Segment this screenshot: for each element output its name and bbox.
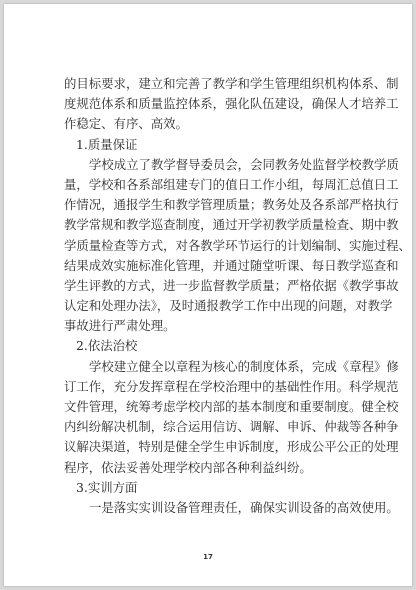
paragraph-line: 量，学校和各系部组建专门的值日工作小组，每周汇总值日工 <box>64 176 399 192</box>
section-heading-practical-training: 3.实训方面 <box>76 479 138 495</box>
paragraph-line: 学生评教的方式，进一步监督教学质量；严格依据《教学事故 <box>64 277 399 293</box>
paragraph-line: 结果成效实施标准化管理，并通过随堂听课、每日教学巡查和 <box>64 257 399 273</box>
paragraph-line: 学校成立了教学督导委员会，会同教务处监督学校教学质 <box>89 156 399 172</box>
paragraph-line: 文件管理，统筹考虑学校内部的基本制度和重要制度。健全校 <box>64 399 399 414</box>
section-heading-quality-assurance: 1.质量保证 <box>76 136 138 152</box>
document-page <box>4 4 412 586</box>
paragraph-line: 程序，依法妥善处理学校内部各种利益纠纷。 <box>64 459 312 475</box>
paragraph-line: 教学常规和教学巡查制度，通过开学初教学质量检查、期中教 <box>64 217 399 233</box>
paragraph-line: 认定和处理办法》，及时通报教学工作中出现的问题，对教学 <box>64 298 393 314</box>
paragraph-line: 作稳定、有序、高效。 <box>64 116 188 132</box>
paragraph-line: 订工作，充分发挥章程在学校治理中的基础性作用。科学规范 <box>64 378 399 394</box>
page-number: 17 <box>203 553 213 561</box>
paragraph-line: 度规范体系和质量监控体系，强化队伍建设，确保人才培养工 <box>64 96 399 112</box>
paragraph-line: 内纠纷解决机制，综合运用信访、调解、申诉、仲裁等各种争 <box>64 419 399 435</box>
paragraph-line: 学校建立健全以章程为核心的制度体系，完成《章程》修 <box>89 358 399 374</box>
page-body <box>64 74 411 518</box>
paragraph-line: 议解决渠道，特别是健全学生申诉制度，形成公平公正的处理 <box>64 439 399 455</box>
paragraph-line: 一是落实实训设备管理责任，确保实训设备的高效使用。 <box>89 499 399 515</box>
paragraph-line: 的目标要求，建立和完善了教学和学生管理组织机构体系、制 <box>64 76 399 91</box>
paragraph-line: 作情况，通报学生和教学管理质量；教务处及各系部严格执行 <box>64 197 399 213</box>
paragraph-line: 事故进行严肃处理。 <box>64 318 176 334</box>
paragraph-line: 学质量检查等方式，对各教学环节运行的计划编制、实施过程、 <box>64 237 411 253</box>
section-heading-rule-of-law: 2.依法治校 <box>76 338 138 354</box>
